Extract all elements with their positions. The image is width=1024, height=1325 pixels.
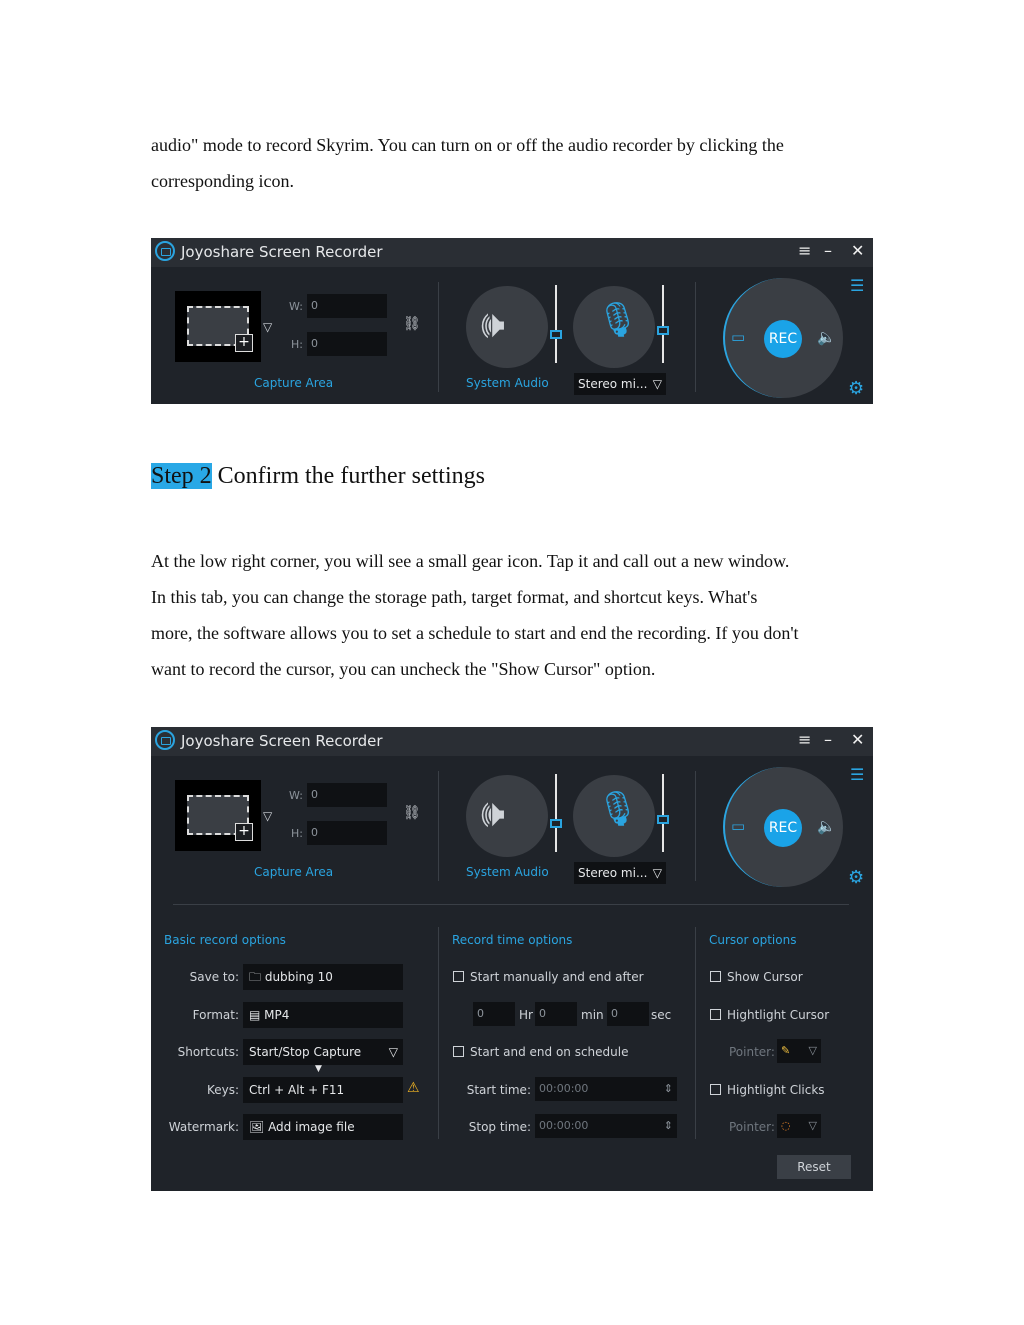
settings-divider: [173, 904, 849, 905]
spinner-icon[interactable]: ⇕: [663, 1082, 673, 1095]
microphone-muted-icon: 🎙: [596, 789, 640, 829]
gear-icon[interactable]: ⚙: [848, 378, 865, 399]
stop-time-label: Stop time:: [468, 1120, 531, 1134]
paragraph-line: audio" mode to record Skyrim. You can turn on or off the audio recorder by clicking the: [151, 135, 784, 155]
chevron-down-icon[interactable]: ▽: [263, 809, 273, 823]
camera-icon[interactable]: ▭: [731, 328, 746, 346]
step-heading: [151, 459, 485, 493]
show-cursor-label: Show Cursor: [727, 970, 803, 984]
speaker-icon: 🕪: [481, 302, 505, 346]
save-to-label: Save to:: [189, 970, 239, 984]
microphone-source-value: Stereo mi...: [578, 866, 648, 880]
click-pointer-select[interactable]: [777, 1114, 821, 1138]
app-title: Joyoshare Screen Recorder: [181, 243, 383, 261]
link-icon[interactable]: ⛓: [403, 805, 421, 821]
seconds-input[interactable]: 0: [607, 1002, 649, 1026]
shortcuts-select[interactable]: [243, 1039, 403, 1065]
audio-icon[interactable]: 🔈: [817, 328, 836, 346]
speaker-icon: 🕪: [481, 791, 505, 835]
image-icon: 🖼: [249, 1120, 269, 1134]
keys-label: Keys:: [206, 1083, 239, 1097]
cursor-options-header: Cursor options: [709, 933, 797, 947]
save-to-value: dubbing 10: [264, 970, 333, 984]
chevron-down-icon[interactable]: ▽: [263, 320, 273, 334]
click-ring-icon: ◌: [781, 1119, 791, 1132]
width-label: W:: [289, 300, 303, 313]
slider-knob[interactable]: [657, 326, 669, 335]
slider-knob[interactable]: [657, 815, 669, 824]
divider: [438, 771, 439, 881]
menu-icon[interactable]: ≡: [798, 730, 812, 749]
chevron-down-icon: ▽: [652, 866, 662, 880]
pointer-label: Pointer:: [729, 1045, 775, 1059]
title-bar: [151, 238, 873, 267]
paragraph-line: In this tab, you can change the storage path, target format, and shortcut keys. What's: [151, 587, 758, 607]
chevron-down-icon: ▽: [808, 1119, 817, 1132]
highlight-cursor-checkbox[interactable]: [710, 1009, 721, 1020]
microphone-slider[interactable]: [662, 774, 664, 852]
start-manually-label: Start manually and end after: [470, 970, 644, 984]
step-title: Confirm the further settings: [217, 463, 485, 489]
divider: [438, 927, 439, 1139]
rec-button[interactable]: REC: [764, 809, 802, 847]
system-audio-label: System Audio: [466, 376, 549, 390]
capture-area-label: Capture Area: [254, 865, 334, 879]
file-icon: ▤: [249, 1008, 265, 1022]
shortcuts-label: Shortcuts:: [177, 1045, 239, 1059]
plus-icon: +: [235, 823, 253, 841]
camera-icon[interactable]: ▭: [731, 817, 746, 835]
microphone-source-value: Stereo mi...: [578, 377, 648, 391]
spinner-icon[interactable]: ⇕: [663, 1119, 673, 1132]
title-bar: [151, 727, 873, 756]
minimize-icon[interactable]: –: [824, 730, 832, 749]
rec-button[interactable]: REC: [764, 320, 802, 358]
warning-icon: ⚠: [407, 1080, 420, 1096]
microphone-source-select[interactable]: [574, 862, 666, 884]
divider: [695, 282, 696, 392]
format-value: MP4: [264, 1008, 290, 1022]
system-audio-slider[interactable]: [555, 285, 557, 363]
audio-icon[interactable]: 🔈: [817, 817, 836, 835]
list-settings-icon[interactable]: ☰: [850, 765, 865, 784]
paragraph-body: [151, 543, 876, 687]
format-field[interactable]: [243, 1002, 403, 1028]
system-audio-label: System Audio: [466, 865, 549, 879]
stop-time-input[interactable]: [535, 1114, 677, 1138]
start-manually-checkbox[interactable]: [453, 971, 464, 982]
cursor-pointer-select[interactable]: [777, 1039, 821, 1063]
app-screenshot-1: [151, 238, 873, 404]
app-logo-icon: [155, 241, 175, 261]
app-title: Joyoshare Screen Recorder: [181, 732, 383, 750]
save-to-field[interactable]: [243, 964, 403, 990]
pointer-label: Pointer:: [729, 1120, 775, 1134]
minutes-label: min: [581, 1008, 604, 1022]
height-label: H:: [291, 827, 303, 840]
system-audio-slider[interactable]: [555, 774, 557, 852]
list-settings-icon[interactable]: ☰: [850, 276, 865, 295]
schedule-label: Start and end on schedule: [470, 1045, 629, 1059]
reset-button[interactable]: Reset: [777, 1155, 851, 1179]
folder-icon: 🗀: [249, 970, 265, 984]
start-time-label: Start time:: [466, 1083, 531, 1097]
gear-icon[interactable]: ⚙: [848, 867, 865, 888]
step-label: Step 2: [151, 463, 212, 489]
dropdown-pointer-icon: ▼: [315, 1064, 322, 1074]
divider: [438, 282, 439, 392]
watermark-field[interactable]: [243, 1114, 403, 1140]
height-input[interactable]: 0: [307, 332, 387, 356]
microphone-muted-icon: 🎙: [596, 300, 640, 340]
paragraph-line: more, the software allows you to set a schedule to start and end the recording. If you don't: [151, 623, 799, 643]
chevron-down-icon: ▽: [808, 1044, 817, 1057]
speaker-button[interactable]: [466, 286, 548, 368]
seconds-label: sec: [651, 1008, 672, 1022]
slider-knob[interactable]: [550, 330, 562, 339]
width-label: W:: [289, 789, 303, 802]
microphone-source-select[interactable]: [574, 373, 666, 395]
link-icon[interactable]: ⛓: [403, 316, 421, 332]
app-logo-icon: [155, 730, 175, 750]
paragraph-line: corresponding icon.: [151, 171, 294, 191]
chevron-down-icon: ▽: [388, 1045, 398, 1059]
stop-time-value: 00:00:00: [539, 1119, 589, 1132]
pointer-style-icon: ✎: [781, 1044, 791, 1057]
height-input[interactable]: 0: [307, 821, 387, 845]
plus-icon: +: [235, 334, 253, 352]
close-icon[interactable]: ✕: [851, 241, 865, 260]
paragraph-line: want to record the cursor, you can uncheck the "Show Cursor" option.: [151, 659, 656, 679]
basic-options-header: Basic record options: [164, 933, 286, 947]
app-screenshot-2: [151, 727, 873, 1191]
width-input[interactable]: 0: [307, 294, 387, 318]
highlight-cursor-label: Hightlight Cursor: [727, 1008, 830, 1022]
time-options-header: Record time options: [452, 933, 573, 947]
divider: [695, 771, 696, 881]
shortcuts-value: Start/Stop Capture: [249, 1045, 362, 1059]
minimize-icon[interactable]: –: [824, 241, 832, 260]
close-icon[interactable]: ✕: [851, 730, 865, 749]
slider-knob[interactable]: [550, 819, 562, 828]
menu-icon[interactable]: ≡: [798, 241, 812, 260]
paragraph-intro: [151, 127, 876, 199]
schedule-checkbox[interactable]: [453, 1046, 464, 1057]
paragraph-line: At the low right corner, you will see a small gear icon. Tap it and call out a new window.: [151, 551, 790, 571]
width-input[interactable]: 0: [307, 783, 387, 807]
height-label: H:: [291, 338, 303, 351]
watermark-value: Add image file: [268, 1120, 355, 1134]
hours-input[interactable]: 0: [473, 1002, 515, 1026]
keys-input[interactable]: Ctrl + Alt + F11: [243, 1077, 403, 1103]
start-time-input[interactable]: [535, 1077, 677, 1101]
format-label: Format:: [192, 1008, 239, 1022]
show-cursor-checkbox[interactable]: [710, 971, 721, 982]
speaker-button[interactable]: [466, 775, 548, 857]
divider: [695, 927, 696, 1139]
watermark-label: Watermark:: [168, 1120, 239, 1134]
highlight-clicks-checkbox[interactable]: [710, 1084, 721, 1095]
chevron-down-icon: ▽: [652, 377, 662, 391]
start-time-value: 00:00:00: [539, 1082, 589, 1095]
hours-label: Hr: [519, 1008, 533, 1022]
minutes-input[interactable]: 0: [535, 1002, 577, 1026]
microphone-slider[interactable]: [662, 285, 664, 363]
capture-area-label: Capture Area: [254, 376, 334, 390]
highlight-clicks-label: Hightlight Clicks: [727, 1083, 825, 1097]
